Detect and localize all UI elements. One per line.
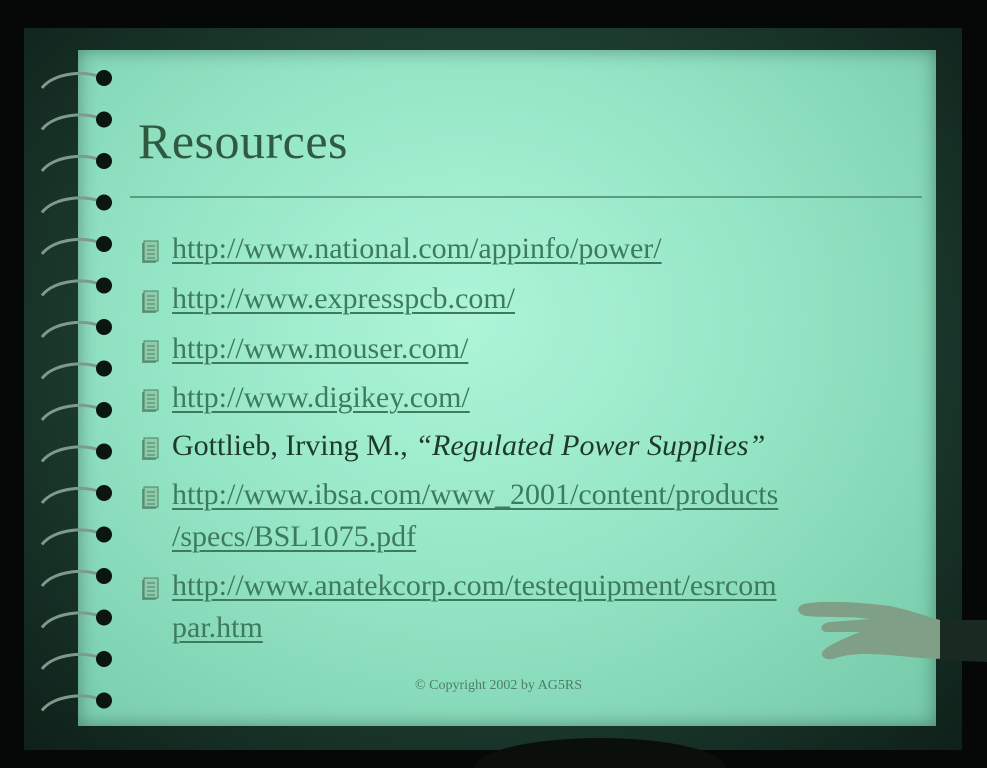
resource-link[interactable]: http://www.national.com/appinfo/power/: [172, 232, 662, 265]
resource-link-line1[interactable]: http://www.ibsa.com/www_2001/content/products: [172, 478, 779, 511]
resource-link-line2[interactable]: /specs/BSL1075.pdf: [172, 520, 417, 553]
resource-link[interactable]: http://www.mouser.com/: [172, 332, 469, 365]
audience-head-silhouette: [470, 730, 730, 768]
notepad-icon: [140, 389, 160, 415]
resource-link-line1[interactable]: http://www.anatekcorp.com/testequipment/esrcom: [172, 569, 777, 602]
notepad-icon: [140, 240, 160, 266]
pointing-hand: [790, 592, 987, 682]
notepad-icon: [140, 340, 160, 366]
notepad-icon: [140, 486, 160, 512]
notepad-icon: [140, 577, 160, 603]
book-author: Gottlieb, Irving M.,: [172, 429, 416, 462]
slide-title: Resources: [138, 113, 348, 169]
resource-link-line2[interactable]: par.htm: [172, 611, 263, 644]
copyright-notice: © Copyright 2002 by AG5RS: [415, 678, 582, 693]
book-reference: [172, 425, 765, 467]
notepad-icon: [140, 437, 160, 463]
resource-link[interactable]: http://www.expresspcb.com/: [172, 282, 515, 315]
notepad-icon: [140, 290, 160, 316]
resource-link[interactable]: http://www.digikey.com/: [172, 381, 470, 414]
book-title: “Regulated Power Supplies”: [415, 429, 766, 462]
